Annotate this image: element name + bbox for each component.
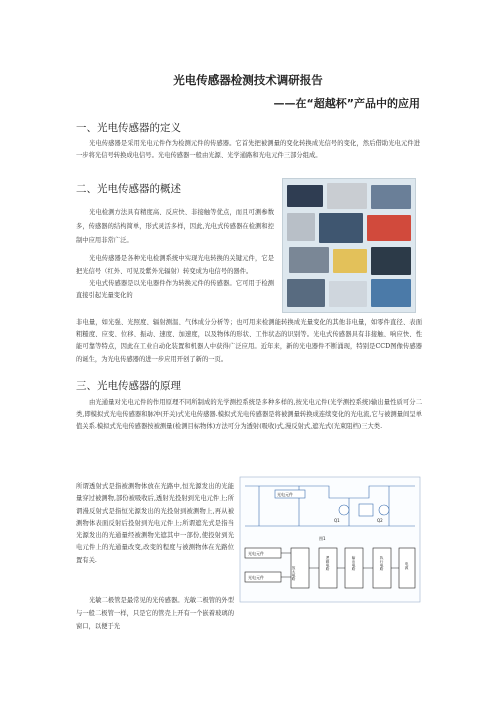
- sensor-image-tile: [371, 185, 411, 209]
- diagram-label: 放大电路: [292, 566, 296, 581]
- sensor-image-tile: [289, 247, 329, 273]
- section-heading-definition: 一、光电传感器的定义: [76, 122, 181, 134]
- diagram-label: 执行电路: [380, 556, 384, 571]
- sensor-image-tile: [371, 247, 411, 275]
- paragraph: 光电传感器是采用光电元件作为检测元件的传感器。它首先把被测量的变化转换成光信号的变化，然后借助光电元件进一步将光信号转换成电信号。光电传感器一般由光源、光学通路和光电元件三部分组成。: [76, 140, 420, 159]
- paragraph: 非电量，如光强、光照度、辐射测温、气体成分分析等；也可用来检测能转换成光量变化的其他非电量，如零件直径、表面粗糙度、应变、位移、振动、速度、加速度，以及物体的形状、工作状态的识别等。光电式传感器具有非接触、响应快、性能可靠等特点，因此在工业自动化装置和机器人中获得广泛应用。近年来，新的光电器件不断涌现，特别是CCD图像传感器的诞生，为光电传感器的进一步应用开创了新的一页。: [76, 319, 422, 363]
- sensor-image-tile: [333, 249, 367, 273]
- diagram-label: 光电元件: [248, 575, 264, 580]
- paragraph: 光电检测方法具有精度高、反应快、非接触等优点，而且可测参数多，传感器的结构简单，形式灵活多样，因此,光电式传感器在检测和控制中应用非常广泛。: [76, 209, 274, 244]
- page-subtitle: ——在“超越杯”产品中的应用: [273, 97, 420, 110]
- diagram-label: 输出电路: [352, 556, 356, 571]
- sensor-image-tile: [319, 213, 363, 243]
- diagram-label: 逻辑电路: [326, 556, 330, 571]
- page-title: 光电传感器检测技术调研报告: [173, 73, 323, 87]
- sensor-image-tile: [287, 279, 325, 307]
- diagram-label: Q2: [377, 518, 383, 523]
- sensor-image-tile: [327, 183, 367, 209]
- photoelectric-circuit-diagram: [239, 476, 421, 603]
- section-heading-overview: 二、光电传感器的概述: [76, 183, 181, 195]
- paragraph: 由光通量对光电元件的作用原理不同所制成的光学测控系统是多种多样的,按光电元件(光学测控系统)输出量性质可分二类,即模拟式光电传感器和脉冲(开关)式光电传感器.模拟式光电传感器是将被测量转换成连续变化的光电流,它与被测量间呈单值关系.模拟式光电传感器按被测量(检测目标物体)方法可分为透射(吸收)式,漫反射式,遮光式(光束阻档)三大类.: [76, 399, 422, 430]
- paragraph: 所谓透射式是指被测物体放在光路中,恒光源发出的光能量穿过被测物,部份被吸收后,透射光投射到光电元件上;所谓漫反射式是指恒光源发出的光投射到被测物上,再从被测物体表面反射后投射到光电元件上;所谓遮光式是指当光源发出的光通量经被测物光遮其中一部份,使投射到光电元件上的光通量改变,改变的程度与被测物体在光路位置有关.: [76, 483, 234, 564]
- diagram-label: Q1: [334, 518, 340, 523]
- paragraph: 光敏二极管是最常见的光传感器。光敏二极管的外型与一般二极管一样，只是它的管壳上开有一个嵌着玻璃的窗口，以便于光: [76, 597, 234, 630]
- paragraph: 光电传感器是各种光电检测系统中实现光电转换的关键元件，它是把光信号（红外、可见及紫外光辐射）转变成为电信号的器件。: [76, 255, 274, 275]
- diagram-label: 光电元件: [248, 551, 264, 556]
- sensor-image-tile: [371, 279, 411, 307]
- sensor-image-tile: [329, 281, 367, 307]
- paragraph: 光电式传感器是以光电器件作为转换元件的传感器。它可用于检测直接引起光量变化的: [76, 280, 274, 299]
- section-heading-principle: 三、光电传感器的原理: [76, 380, 181, 392]
- circuit-diagram-svg: [239, 476, 421, 603]
- diagram-label: 电源: [405, 562, 409, 570]
- sensor-product-collage-image: [282, 178, 416, 313]
- diagram-label: 光电元件: [277, 492, 293, 497]
- paragraph-group: [76, 206, 274, 302]
- sensor-image-tile: [287, 185, 323, 207]
- sensor-image-tile: [367, 215, 411, 241]
- diagram-label: 图1: [319, 536, 326, 541]
- sensor-image-tile: [287, 213, 315, 241]
